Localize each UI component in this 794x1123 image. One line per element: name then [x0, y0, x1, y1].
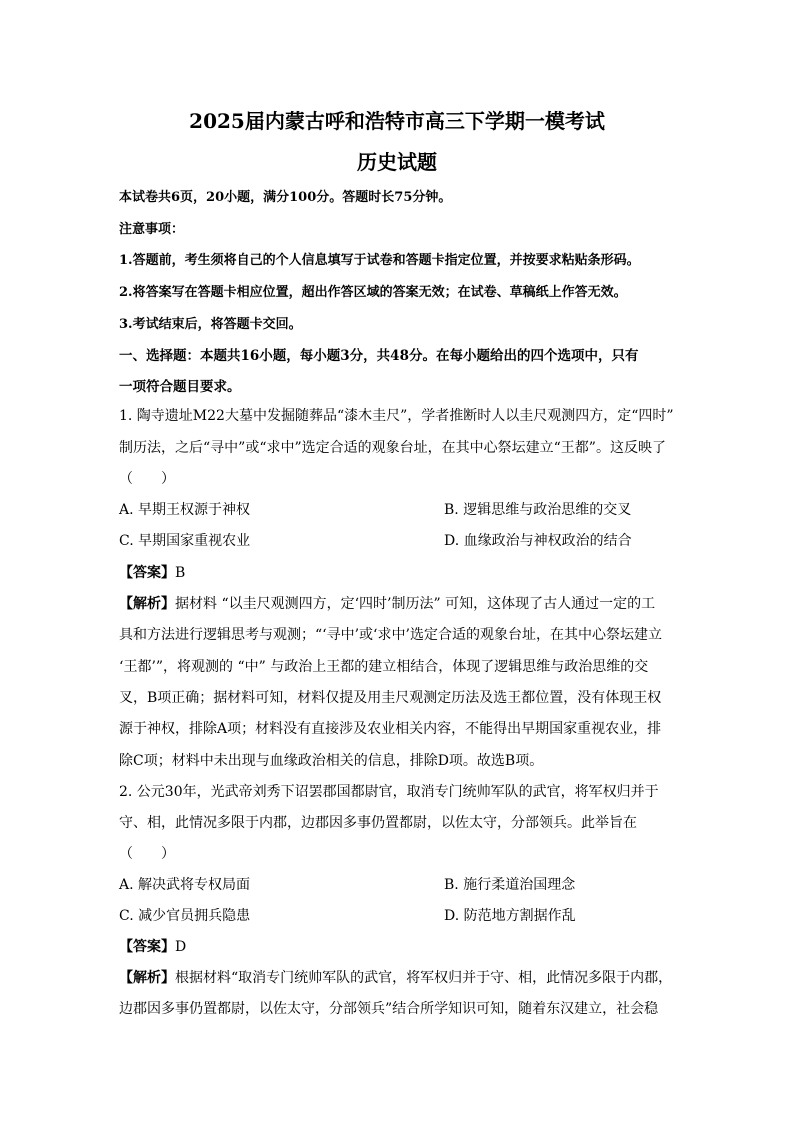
analysis-text: 源于神权，排除A项；材料没有直接涉及农业相关内容，不能得出早期国家重视农业，排: [119, 721, 662, 737]
analysis-tag: 【解析】: [119, 596, 175, 612]
section-heading: 一、选择题：本题共16小题，每小题3分，共48分。在每小题给出的四个选项中，只有: [119, 348, 639, 364]
note-item: 2.将答案写在答题卡相应位置，超出作答区域的答案无效；在试卷、草稿纸上作答无效。: [119, 285, 627, 300]
option-c: C. 早期国家重视农业: [119, 533, 251, 549]
notes-heading: 注意事项：: [119, 222, 185, 237]
subject-title: 历史试题: [357, 150, 437, 174]
option-a: A. 早期王权源于神权: [119, 502, 251, 518]
answer-value: B: [175, 565, 186, 581]
question-stem: 2. 公元30年，光武帝刘秀下诏罢郡国都尉官，取消专门统帅军队的武官，将军权归并于: [119, 784, 659, 800]
answer-line: [119, 562, 185, 582]
note-item: 3.考试结束后，将答题卡交回。: [119, 317, 302, 332]
answer-tag: 【答案】: [119, 939, 175, 955]
question-stem: 1. 陶寺遗址M22大墓中发掘随葬品“漆木圭尺”，学者推断时人以圭尺观测四方，定“四时”: [119, 408, 674, 424]
option-b: B. 施行柔道治国理念: [444, 877, 576, 893]
analysis-line: [119, 593, 655, 613]
question-stem: 制历法，之后“寻中”或“求中”选定合适的观象台址，在其中心祭坛建立“王都”。这反映了: [119, 440, 666, 456]
answer-blank: （ ）: [119, 471, 175, 487]
answer-line: [119, 936, 186, 956]
analysis-text: 叉，B项正确；据材料可知，材料仅提及用圭尺观测定历法及选王都位置，没有体现王权: [119, 690, 662, 706]
option-b: B. 逻辑思维与政治思维的交叉: [444, 502, 632, 518]
answer-tag: 【答案】: [119, 565, 175, 581]
analysis-text: 具和方法进行逻辑思考与观测；“‘寻中’或‘求中’选定合适的观象台址，在其中心祭坛建立: [119, 627, 662, 643]
question-stem: 守、相，此情况多限于内郡，边郡因多事仍置都尉，以佐太守，分部领兵。此举旨在: [119, 815, 637, 831]
analysis-text: 边郡因多事仍置都尉，以佐太守，分部领兵”结合所学知识可知，随着东汉建立，社会稳: [119, 1001, 659, 1017]
option-d: D. 血缘政治与神权政治的结合: [444, 533, 632, 549]
analysis-line: [119, 967, 672, 987]
note-item: 1.答题前，考生须将自己的个人信息填写于试卷和答题卡指定位置，并按要求粘贴条形码。: [119, 253, 640, 268]
analysis-text: 根据材料“取消专门统帅军队的武官，将军权归并于守、相，此情况多限于内郡，: [175, 970, 673, 986]
answer-value: D: [175, 939, 187, 955]
exam-title: 2025届内蒙古呼和浩特市高三下学期一模考试: [189, 109, 605, 133]
option-c: C. 减少官员拥兵隐患: [119, 908, 251, 924]
analysis-text: ‘王都’”，将观测的 “中” 与政治上王都的建立相结合，体现了逻辑思维与政治思维的交: [119, 659, 649, 675]
analysis-text: 除C项；材料中未出现与血缘政治相关的信息，排除D项。故选B项。: [119, 753, 544, 769]
analysis-tag: 【解析】: [119, 970, 175, 986]
analysis-text: 据材料 “以圭尺观测四方，定‘四时’制历法” 可知，这体现了古人通过一定的工: [175, 596, 656, 612]
exam-intro: 本试卷共6页，20小题，满分100分。答题时长75分钟。: [119, 190, 452, 205]
section-heading-cont: 一项符合题目要求。: [119, 379, 241, 395]
answer-blank: （ ）: [119, 846, 175, 862]
option-a: A. 解决武将专权局面: [119, 877, 251, 893]
option-d: D. 防范地方割据作乱: [444, 908, 576, 924]
